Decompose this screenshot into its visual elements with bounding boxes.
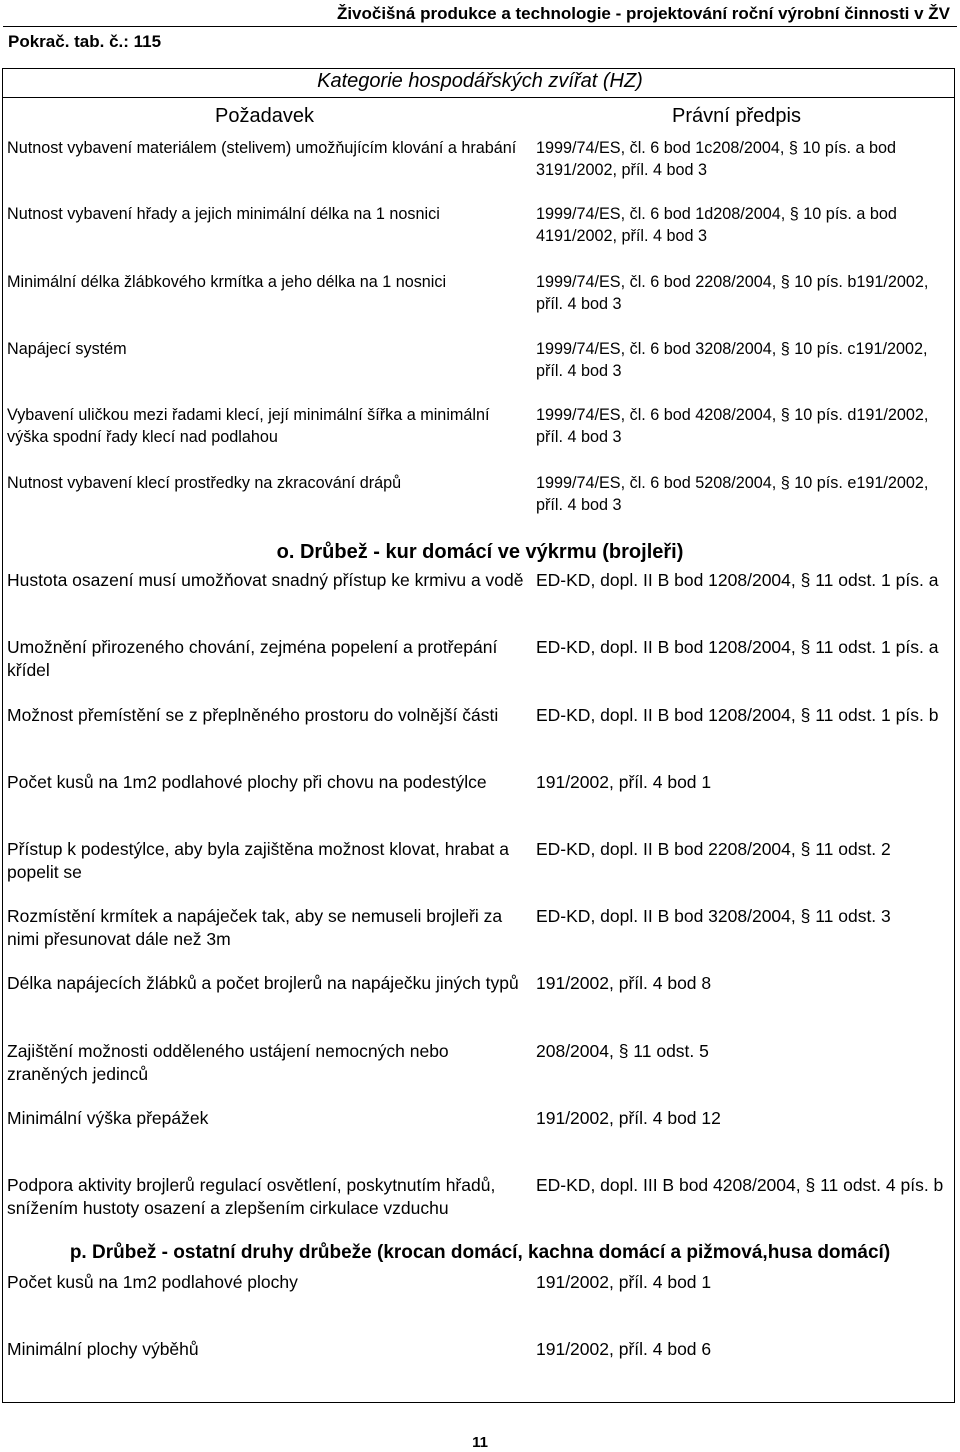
- legal-cell: 191/2002, příl. 4 bod 8: [536, 973, 712, 993]
- legal-cell: 191/2002, příl. 4 bod 1: [536, 772, 712, 792]
- requirement-cell: Rozmístění krmítek a napáječek tak, aby se nemuseli brojleři za nimi přesunovat dále než 3m: [7, 906, 503, 949]
- legal-cell: ED-KD, dopl. II B bod 1208/2004, § 11 odst. 1 pís. a: [536, 637, 939, 657]
- requirement-cell: Nutnost vybavení klecí prostředky na zkracování drápů: [7, 474, 402, 492]
- requirement-cell: Umožnění přirozeného chování, zejména popelení a protřepání křídel: [7, 637, 498, 680]
- column-header-legal: Právní předpis: [672, 105, 801, 127]
- legal-cell: ED-KD, dopl. II B bod 1208/2004, § 11 odst. 1 pís. b: [536, 705, 939, 725]
- requirement-cell: Hustota osazení musí umožňovat snadný přístup ke krmivu a vodě: [7, 570, 524, 590]
- legal-cell: 1999/74/ES, čl. 6 bod 2208/2004, § 10 pís. b191/2002, příl. 4 bod 3: [536, 273, 929, 313]
- requirement-cell: Nutnost vybavení materiálem (stelivem) umožňujícím klování a hrabání: [7, 139, 517, 157]
- legal-cell: ED-KD, dopl. II B bod 3208/2004, § 11 odst. 3: [536, 906, 891, 926]
- legal-cell: 1999/74/ES, čl. 6 bod 5208/2004, § 10 pís. e191/2002, příl. 4 bod 3: [536, 474, 929, 514]
- requirement-cell: Minimální délka žlábkového krmítka a jeho délka na 1 nosnici: [7, 273, 447, 291]
- legal-cell: ED-KD, dopl. III B bod 4208/2004, § 11 odst. 4 pís. b: [536, 1175, 944, 1195]
- requirement-cell: Počet kusů na 1m2 podlahové plochy při chovu na podestýlce: [7, 772, 487, 792]
- running-title: Živočišná produkce a technologie - projektování roční výrobní činnosti v ŽV: [336, 4, 950, 23]
- requirement-cell: Počet kusů na 1m2 podlahové plochy: [7, 1272, 298, 1292]
- requirement-cell: Napájecí systém: [7, 340, 127, 358]
- requirement-cell: Délka napájecích žlábků a počet brojlerů na napáječku jiných typů: [7, 973, 519, 993]
- requirement-cell: Zajištění možnosti odděleného ustájení nemocných nebo zraněných jedinců: [7, 1041, 449, 1084]
- requirement-cell: Minimální plochy výběhů: [7, 1339, 199, 1359]
- requirement-cell: Možnost přemístění se z přeplněného prostoru do volnější části: [7, 705, 499, 725]
- legal-cell: ED-KD, dopl. II B bod 1208/2004, § 11 odst. 1 pís. a: [536, 570, 939, 590]
- requirement-cell: Nutnost vybavení hřady a jejich minimální délka na 1 nosnici: [7, 205, 440, 223]
- legal-cell: 1999/74/ES, čl. 6 bod 3208/2004, § 10 pís. c191/2002, příl. 4 bod 3: [536, 340, 928, 380]
- requirement-cell: Minimální výška přepážek: [7, 1108, 209, 1128]
- section-title-other-poultry: p. Drůbež - ostatní druhy drůbeže (krocan domácí, kachna domácí a pižmová,husa domácí): [69, 1242, 891, 1263]
- section-title-hz: Kategorie hospodářských zvířat (HZ): [317, 70, 643, 92]
- requirement-cell: Podpora aktivity brojlerů regulací osvětlení, poskytnutím hřadů, snížením hustoty osazení a zlepšením cirkulace vzduchu: [7, 1175, 496, 1218]
- table-continuation: Pokrač. tab. č.: 115: [8, 32, 162, 51]
- legal-cell: 191/2002, příl. 4 bod 6: [536, 1339, 712, 1359]
- page-header: [0, 0, 960, 60]
- section-divider: [2, 97, 955, 98]
- requirement-cell: Přístup k podestýlce, aby byla zajištěna možnost klovat, hrabat a popelit se: [7, 839, 509, 882]
- header-rule: [3, 26, 957, 27]
- section-title-broilers: o. Drůbež - kur domácí ve výkrmu (brojleři): [276, 541, 684, 563]
- legal-cell: 208/2004, § 11 odst. 5: [536, 1041, 709, 1061]
- legal-cell: 1999/74/ES, čl. 6 bod 1d208/2004, § 10 pís. a bod 4191/2002, příl. 4 bod 3: [536, 205, 897, 245]
- legal-cell: 1999/74/ES, čl. 6 bod 4208/2004, § 10 pís. d191/2002, příl. 4 bod 3: [536, 406, 929, 446]
- legal-cell: 1999/74/ES, čl. 6 bod 1c208/2004, § 10 pís. a bod 3191/2002, příl. 4 bod 3: [536, 139, 896, 179]
- legal-cell: 191/2002, příl. 4 bod 1: [536, 1272, 712, 1292]
- column-header-requirement: Požadavek: [215, 105, 314, 127]
- page-number: 11: [472, 1434, 488, 1451]
- legal-cell: ED-KD, dopl. II B bod 2208/2004, § 11 odst. 2: [536, 839, 891, 859]
- legal-cell: 191/2002, příl. 4 bod 12: [536, 1108, 721, 1128]
- requirement-cell: Vybavení uličkou mezi řadami klecí, její minimální šířka a minimální výška spodní řady klecí nad podlahou: [7, 406, 490, 446]
